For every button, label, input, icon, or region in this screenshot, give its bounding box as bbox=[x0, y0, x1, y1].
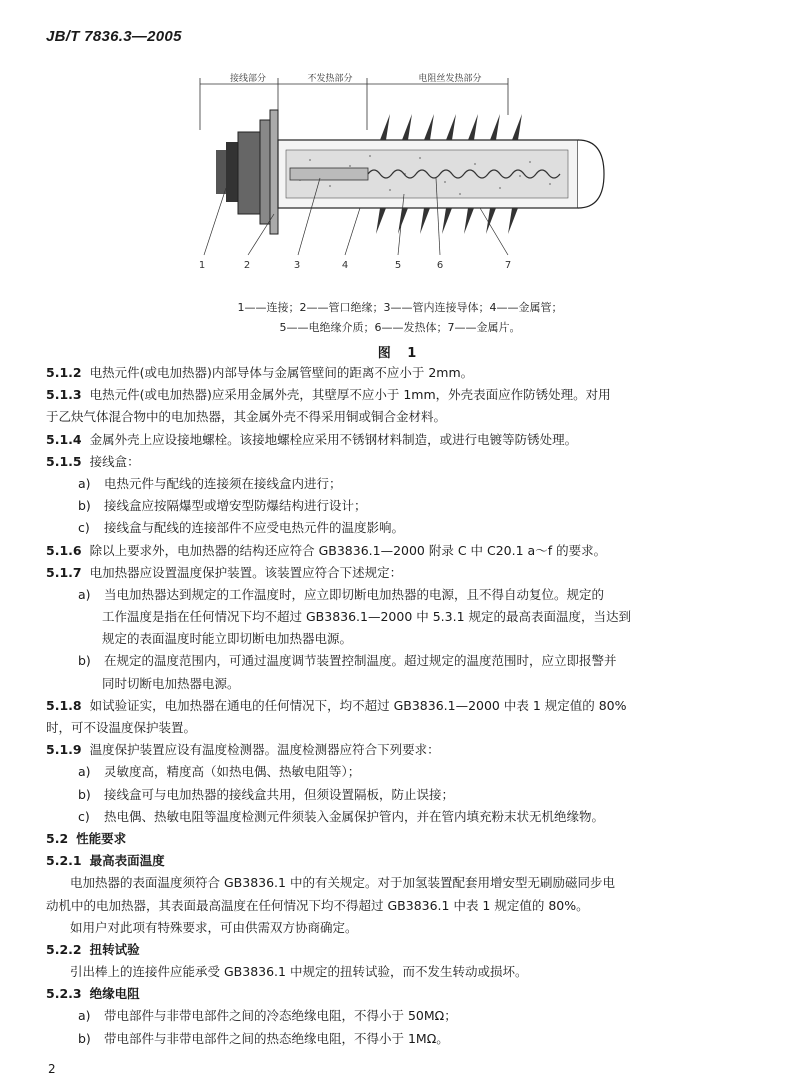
clause-text: 金属外壳上应设接地螺栓。该接地螺栓应采用不锈钢材料制造，或进行电镀等防锈处理。 bbox=[89, 431, 578, 447]
clause-text: 如试验证实，电加热器在通电的任何情况下，均不超过 GB3836.1—2000 中表 1 规定值的 80% bbox=[89, 697, 627, 713]
clause-number: 5.1.4 bbox=[46, 431, 82, 447]
clause-line bbox=[46, 562, 746, 584]
clause-line bbox=[46, 695, 746, 717]
list-item-continuation: 规定的表面温度时能立即切断电加热器电源。 bbox=[102, 631, 353, 647]
clause-number: 5.1.7 bbox=[46, 564, 82, 580]
list-item-label: b) bbox=[78, 653, 91, 669]
list-item bbox=[46, 806, 746, 828]
list-item-label: a) bbox=[78, 475, 91, 491]
clause-text: 温度保护装置应设有温度检测器。温度检测器应符合下列要求： bbox=[89, 742, 440, 758]
callout-3: 3 bbox=[293, 260, 301, 271]
clause-number: 5.2.2 bbox=[46, 941, 82, 957]
list-item-label: b) bbox=[78, 498, 91, 514]
label-heating-section: 电阻丝发热部分 bbox=[418, 74, 482, 84]
list-item-text: 热电偶、热敏电阻等温度检测元件须装入金属保护管内，并在管内填充粉末状无机绝缘物。 bbox=[104, 808, 605, 824]
label-wiring-section: 接线部分 bbox=[229, 74, 267, 84]
clause-number: 5.1.6 bbox=[46, 542, 82, 558]
list-item-text: 在规定的温度范围内，可通过温度调节装置控制温度。超过规定的温度范围时，应立即报警并 bbox=[104, 653, 617, 669]
list-item-label: b) bbox=[78, 786, 91, 802]
clause-text: 绝缘电阻 bbox=[89, 986, 140, 1002]
clause-text: 除以上要求外，电加热器的结构还应符合 GB3836.1—2000 附录 C 中 C20.1 a～f 的要求。 bbox=[89, 542, 607, 558]
clause-text: 性能要求 bbox=[76, 830, 127, 846]
clause-text: 电热元件(或电加热器)应采用金属外壳，其壁厚不应小于 1mm，外壳表面应作防锈处理。对用 bbox=[89, 387, 611, 403]
clause-line bbox=[46, 362, 746, 384]
list-item-text: 灵敏度高，精度高（如热电偶、热敏电阻等）； bbox=[104, 764, 361, 780]
callout-1: 1 bbox=[198, 260, 206, 271]
clause-line bbox=[46, 429, 746, 451]
clause-number: 5.1.3 bbox=[46, 387, 82, 403]
clause-text: 最高表面温度 bbox=[89, 853, 165, 869]
list-item-continuation: 工作温度是指在任何情况下均不超过 GB3836.1—2000 中 5.3.1 规定的最高表面温度，当达到 bbox=[102, 609, 632, 625]
callout-6: 6 bbox=[436, 260, 444, 271]
list-item-label: a) bbox=[78, 1008, 91, 1024]
clause-line bbox=[46, 850, 746, 872]
list-item-text: 接线盒应按隔爆型或增安型防爆结构进行设计； bbox=[104, 498, 367, 514]
paragraph-line: 电加热器的表面温度须符合 GB3836.1 中的有关规定。对于加氢装置配套用增安型无刷励磁同步电 bbox=[70, 875, 615, 891]
list-item bbox=[46, 517, 746, 539]
list-item bbox=[46, 1005, 746, 1027]
list-item bbox=[46, 584, 746, 606]
list-item-label: a) bbox=[78, 586, 91, 602]
clause-number: 5.1.9 bbox=[46, 742, 82, 758]
clause-line bbox=[46, 828, 746, 850]
callout-7: 7 bbox=[504, 260, 512, 271]
list-item bbox=[46, 650, 746, 672]
list-item bbox=[46, 495, 746, 517]
continuation-line: 于乙炔气体混合物中的电加热器，其金属外壳不得采用铜或铜合金材料。 bbox=[46, 409, 447, 425]
clause-text: 电加热器应设置温度保护装置。该装置应符合下述规定： bbox=[89, 564, 403, 580]
list-item-continuation: 同时切断电加热器电源。 bbox=[102, 675, 240, 691]
continuation-line: 动机中的电加热器，其表面最高温度在任何情况下均不得超过 GB3836.1 中表 1 规定值的 80%。 bbox=[46, 897, 589, 913]
list-item bbox=[46, 761, 746, 783]
clause-line bbox=[46, 540, 746, 562]
clause-line bbox=[46, 451, 746, 473]
figure-caption: 图 1 bbox=[377, 346, 423, 361]
list-item-label: c) bbox=[78, 808, 90, 824]
clause-number: 5.2.1 bbox=[46, 853, 82, 869]
clause-text: 扭转试验 bbox=[89, 941, 140, 957]
paragraph-line: 引出棒上的连接件应能承受 GB3836.1 中规定的扭转试验，而不发生转动或损坏。 bbox=[70, 964, 528, 980]
list-item-text: 接线盒与配线的连接部件不应受电热元件的温度影响。 bbox=[104, 520, 405, 536]
clause-number: 5.1.2 bbox=[46, 365, 82, 380]
list-item-text: 带电部件与非带电部件之间的冷态绝缘电阻，不得小于 50MΩ； bbox=[104, 1008, 457, 1024]
clause-line bbox=[46, 384, 746, 406]
list-item-text: 电热元件与配线的连接须在接线盒内进行； bbox=[104, 475, 342, 491]
list-item-label: c) bbox=[78, 520, 90, 536]
callout-5: 5 bbox=[394, 260, 402, 271]
standard-code: JB/T 7836.3—2005 bbox=[46, 28, 182, 45]
label-nonheating-section: 不发热部分 bbox=[307, 74, 353, 84]
clause-line bbox=[46, 983, 746, 1005]
callout-4: 4 bbox=[341, 260, 349, 271]
list-item-label: b) bbox=[78, 1030, 91, 1046]
paragraph-line: 如用户对此项有特殊要求，可由供需双方协商确定。 bbox=[70, 919, 358, 935]
clause-text: 电热元件(或电加热器)内部导体与金属管壁间的距离不应小于 2mm。 bbox=[89, 365, 474, 380]
callout-2: 2 bbox=[243, 260, 251, 271]
list-item-text: 接线盒可与电加热器的接线盒共用，但须设置隔板，防止误接； bbox=[104, 786, 455, 802]
list-item-text: 当电加热器达到规定的工作温度时，应立即切断电加热器的电源，且不得自动复位。规定的 bbox=[104, 586, 605, 602]
clause-number: 5.2.3 bbox=[46, 986, 82, 1002]
document-body bbox=[46, 362, 746, 1050]
clause-number: 5.1.5 bbox=[46, 453, 82, 469]
clause-number: 5.2 bbox=[46, 830, 69, 846]
clause-text: 接线盒： bbox=[89, 453, 140, 469]
figure-legend-line-2: 5——电绝缘介质；6——发热体；7——金属片。 bbox=[279, 321, 521, 334]
page-number: 2 bbox=[48, 1062, 56, 1076]
clause-line bbox=[46, 739, 746, 761]
continuation-line: 时，可不设温度保护装置。 bbox=[46, 720, 197, 735]
list-item bbox=[46, 473, 746, 495]
list-item-label: a) bbox=[78, 764, 91, 780]
list-item bbox=[46, 1028, 746, 1050]
clause-number: 5.1.8 bbox=[46, 697, 82, 713]
list-item-text: 带电部件与非带电部件之间的热态绝缘电阻，不得小于 1MΩ。 bbox=[104, 1030, 449, 1046]
figure-legend-line-1: 1——连接；2——管口绝缘；3——管内连接导体；4——金属管； bbox=[237, 301, 563, 314]
clause-line bbox=[46, 939, 746, 961]
heater-element-diagram bbox=[190, 70, 610, 315]
list-item bbox=[46, 784, 746, 806]
